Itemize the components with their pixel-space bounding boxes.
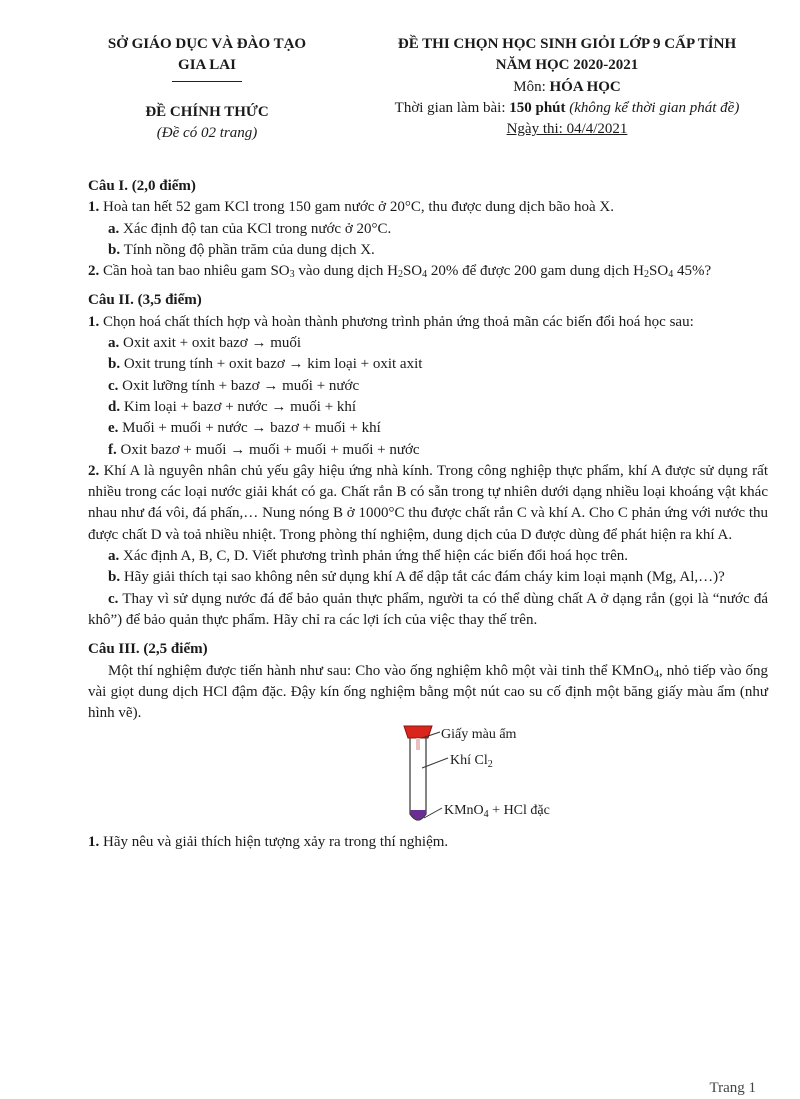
department-name: SỞ GIÁO DỤC VÀ ĐÀO TẠO (107, 36, 307, 52)
school-year: NĂM HỌC 2020-2021 (495, 57, 639, 74)
q2-item-d: d. Kim loại + bazơ + nước → muối + khí (108, 398, 357, 415)
q2-part-2: 2. Khí A là nguyên nhân chủ yếu gây hiệu ứng nhà kính. Trong công nghiệp thực phẩm, khí A được sử dụng rất nhiều trong các loại nước giải khát có ga. Chất rắn B có sẵn trong tự nhiên dưới dạng nhiều loại khoáng vật khác nhau như đá vôi, đá phấn,… Nung nóng B ở 1000°C thu được chất rắn C và khí A. Cho C phản ứng với nước thu được chất D và toả nhiều nhiệt. Trong phòng thí nghiệm, dung dịch của D được dùng để phát hiện ra khí A. (88, 462, 768, 543)
label-paper: Giấy màu ẩm (441, 727, 517, 743)
official-label: ĐỀ CHÍNH THỨC (145, 103, 269, 120)
subject-name: HÓA HỌC (549, 78, 621, 95)
q2-item-c: c. Oxit lưỡng tính + bazơ → muối + nước (108, 377, 360, 394)
paper-strip (416, 738, 420, 750)
pages-note: (Đề có 02 trang) (156, 124, 258, 141)
q1-part-1a: a. Xác định độ tan của KCl trong nước ở 20°C. (108, 220, 392, 237)
leader-reagent (424, 808, 442, 818)
exam-content (88, 176, 768, 854)
header-left (62, 34, 352, 144)
question-2-heading: Câu II. (3,5 điểm) (88, 292, 202, 309)
q3-part-1: 1. Hãy nêu và giải thích hiện tượng xảy ra trong thí nghiệm. (88, 834, 449, 851)
q2-item-a: a. Oxit axit + oxit bazơ → muối (108, 335, 302, 352)
header-right (352, 34, 782, 140)
q1-part-1b: b. Tính nồng độ phần trăm của dung dịch X. (108, 241, 375, 258)
q1-part-1: 1. Hoà tan hết 52 gam KCl trong 150 gam nước ở 20°C, thu được dung dịch bão hoà X. (88, 199, 614, 216)
question-1-heading: Câu I. (2,0 điểm) (88, 178, 196, 194)
time-value: 150 phút (509, 99, 566, 116)
q2-part-2a: a. Xác định A, B, C, D. Viết phương trình phản ứng thể hiện các biến đổi hoá học trên. (108, 548, 628, 565)
time-note: (không kể thời gian phát đề) (565, 99, 740, 116)
q2-item-b: b. Oxit trung tính + oxit bazơ → kim loại + oxit axit (108, 356, 423, 373)
exam-header (0, 34, 800, 162)
subject-line: Môn: HÓA HỌC (513, 78, 621, 95)
page-number: Trang 1 (709, 1080, 756, 1096)
q2-part-2b: b. Hãy giải thích tại sao không nên sử dụng khí A để dập tắt các đám cháy kim loại mạnh (Mg, Al,…)? (108, 569, 725, 586)
test-tube-diagram (88, 724, 768, 832)
q1-part-2: 2. Cần hoà tan bao nhiêu gam $SO_3$ vào dung dịch $H_2SO_4$ 20% để được 200 gam dung dịch $H_2SO_4$ 45%? (88, 263, 712, 281)
q2-part-2c: c. Thay vì sử dụng nước đá để bảo quản thực phẩm, người ta có thể dùng chất A ở dạng rắn (gọi là “nước đá khô”) để bảo quản thực phẩm. Hãy chỉ ra các lợi ích của việc thay thế trên. (88, 590, 768, 628)
time-line: Thời gian làm bài: 150 phút (không kể thời gian phát đề) (394, 99, 740, 116)
province-name: GIA LAI (178, 57, 236, 74)
label-gas: Khí $Cl_2$ (450, 753, 493, 771)
q2-item-f: f. Oxit bazơ + muối → muối + muối + muối + nước (108, 441, 420, 458)
q3-intro: Một thí nghiệm được tiến hành như sau: Cho vào ống nghiệm khô một vài tinh thể KMnO$_4$, nhỏ tiếp vào ống vài giọt dung dịch HCl đậm đặc. Đậy kín ống nghiệm bằng một nút cao su cố định một băng giấy màu ẩm (như hình vẽ). (88, 662, 768, 722)
question-3-heading: Câu III. (2,5 điểm) (88, 641, 208, 658)
exam-title: ĐỀ THI CHỌN HỌC SINH GIỎI LỚP 9 CẤP TỈNH (397, 36, 737, 52)
q2-item-e: e. Muối + muối + nước → bazơ + muối + khí (108, 420, 381, 437)
label-reagent: KMnO$_4$ + HCl đặc (444, 803, 550, 821)
q2-part-1: 1. Chọn hoá chất thích hợp và hoàn thành phương trình phản ứng thoả mãn các biến đổi hoá học sau: (88, 313, 694, 330)
test-tube-figure (88, 724, 768, 832)
exam-date: Ngày thi: 04/4/2021 (506, 121, 628, 138)
